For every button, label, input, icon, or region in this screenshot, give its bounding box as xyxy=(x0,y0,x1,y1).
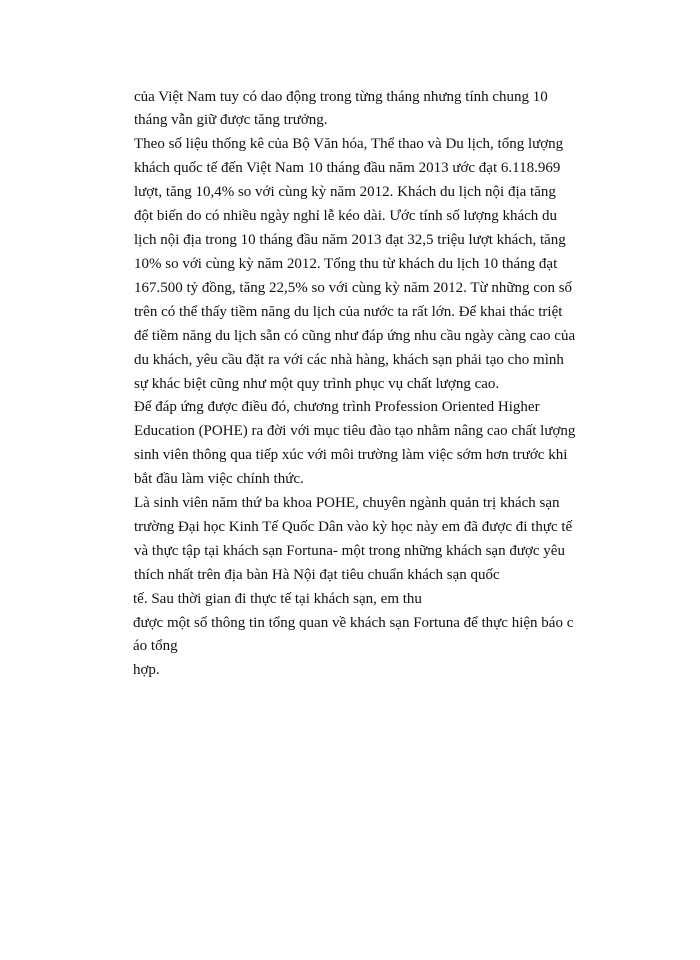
text-line: được một số thông tin tổng quan về khách sạn Fortuna để thực hiện báo c xyxy=(133,615,574,631)
text-line: áo tổng xyxy=(133,638,178,654)
text-line: trường Đại học Kinh Tế Quốc Dân vào kỳ học này em đã được đi thực tế xyxy=(134,519,573,535)
text-line: thích nhất trên địa bàn Hà Nội đạt tiêu chuẩn khách sạn quốc xyxy=(134,567,500,583)
text-line: lượt, tăng 10,4% so với cùng kỳ năm 2012. Khách du lịch nội địa tăng xyxy=(134,184,556,200)
text-line: của Việt Nam tuy có dao động trong từng tháng nhưng tính chung 10 xyxy=(134,89,548,105)
text-line: hợp. xyxy=(133,662,160,678)
text-line: và thực tập tại khách sạn Fortuna- một trong những khách sạn được yêu xyxy=(134,543,565,559)
text-line: sự khác biệt cũng như một quy trình phục vụ chất lượng cao. xyxy=(134,376,500,392)
text-line: lịch nội địa trong 10 tháng đầu năm 2013 đạt 32,5 triệu lượt khách, tăng xyxy=(134,232,566,248)
text-line: Để đáp ứng được điều đó, chương trình Profession Oriented Higher xyxy=(134,399,540,415)
text-line: Là sinh viên năm thứ ba khoa POHE, chuyên ngành quản trị khách sạn xyxy=(134,495,560,511)
text-line: trên có thể thấy tiềm năng du lịch của nước ta rất lớn. Để khai thác triệt xyxy=(134,304,563,320)
text-line: Education (POHE) ra đời với mục tiêu đào tạo nhằm nâng cao chất lượng xyxy=(134,423,576,439)
text-line: khách quốc tế đến Việt Nam 10 tháng đầu năm 2013 ước đạt 6.118.969 xyxy=(134,160,561,176)
text-line: bắt đầu làm việc chính thức. xyxy=(134,471,304,487)
text-line: tháng vẫn giữ được tăng trưởng. xyxy=(134,112,328,128)
text-line: 167.500 tỷ đồng, tăng 22,5% so với cùng kỳ năm 2012. Từ những con số xyxy=(134,280,573,296)
text-line: du khách, yêu cầu đặt ra với các nhà hàng, khách sạn phải tạo cho mình xyxy=(134,352,564,368)
text-line: để tiềm năng du lịch sẵn có cũng như đáp ứng nhu cầu ngày càng cao của xyxy=(134,328,576,344)
text-line: 10% so với cùng kỳ năm 2012. Tổng thu từ khách du lịch 10 tháng đạt xyxy=(134,256,558,272)
text-line: sinh viên thông qua tiếp xúc với môi trường làm việc sớm hơn trước khi xyxy=(134,447,568,463)
text-line: tế. Sau thời gian đi thực tế tại khách sạn, em thu xyxy=(133,591,422,607)
text-line: Theo số liệu thống kê của Bộ Văn hóa, Thể thao và Du lịch, tổng lượng xyxy=(134,136,564,152)
text-line: đột biến do có nhiều ngày nghỉ lễ kéo dài. Ước tính số lượng khách du xyxy=(134,208,558,224)
